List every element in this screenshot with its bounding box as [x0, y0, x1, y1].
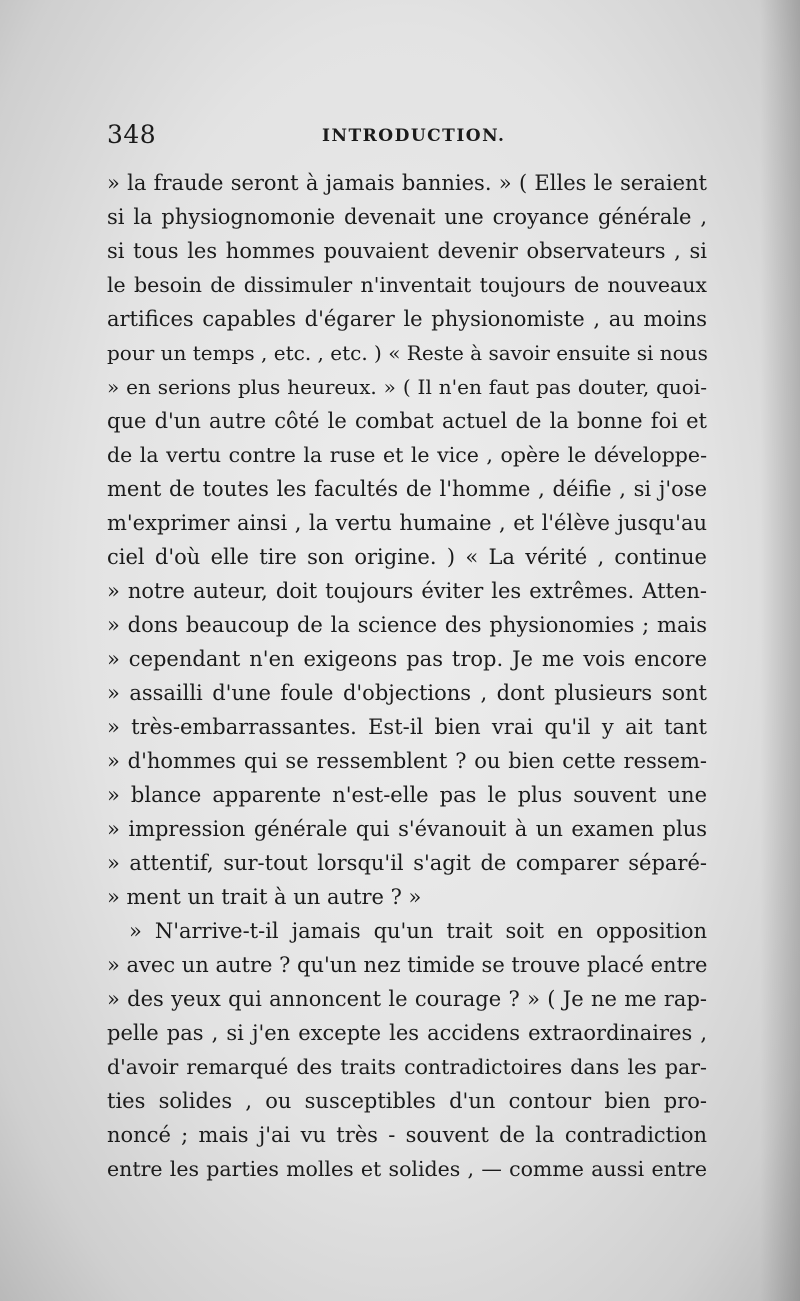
text-line: » très-embarrassantes. Est-il bien vrai qu'il y ait tant [107, 715, 707, 739]
text-line: ties solides , ou susceptibles d'un contour bien pro- [107, 1089, 707, 1113]
text-line: que d'un autre côté le combat actuel de la bonne foi et [107, 409, 707, 433]
text-line: » assailli d'une foule d'objections , dont plusieurs sont [107, 681, 707, 705]
text-line: » d'hommes qui se ressemblent ? ou bien cette ressem- [107, 749, 707, 773]
text-line: de la vertu contre la ruse et le vice , opère le développe- [107, 443, 707, 467]
page-number: 348 [107, 120, 157, 149]
text-line: » en serions plus heureux. » ( Il n'en faut pas douter, quoi- [107, 375, 707, 399]
text-line: » ment un trait à un autre ? » [107, 885, 422, 909]
text-line: » avec un autre ? qu'un nez timide se trouve placé entre [107, 953, 708, 977]
text-line: » notre auteur, doit toujours éviter les extrêmes. Atten- [107, 579, 707, 603]
text-line: le besoin de dissimuler n'inventait toujours de nouveaux [107, 273, 707, 297]
page-edge-shadow [760, 0, 800, 1301]
text-line: ment de toutes les facultés de l'homme , déifie , si j'ose [107, 477, 707, 501]
text-line: » blance apparente n'est-elle pas le plus souvent une [107, 783, 707, 807]
text-line: » attentif, sur-tout lorsqu'il s'agit de comparer séparé- [107, 851, 707, 875]
body-text [107, 166, 707, 1186]
text-line: » des yeux qui annoncent le courage ? » ( Je ne me rap- [107, 987, 707, 1011]
text-line: » N'arrive-t-il jamais qu'un trait soit en opposition [129, 919, 707, 943]
text-line: noncé ; mais j'ai vu très - souvent de la contradiction [107, 1123, 707, 1147]
text-line: pour un temps , etc. , etc. ) « Reste à savoir ensuite si nous [107, 341, 708, 365]
text-line: » cependant n'en exigeons pas trop. Je me vois encore [107, 647, 707, 671]
text-line: artifices capables d'égarer le physionomiste , au moins [107, 307, 707, 331]
text-line: entre les parties molles et solides , — comme aussi entre [107, 1157, 707, 1181]
text-line: m'exprimer ainsi , la vertu humaine , et l'élève jusqu'au [107, 511, 707, 535]
running-title: INTRODUCTION. [322, 126, 506, 146]
text-line: pelle pas , si j'en excepte les accidens extraordinaires , [107, 1021, 707, 1045]
text-line: si la physiognomonie devenait une croyance générale , [107, 205, 707, 229]
text-line: » impression générale qui s'évanouit à un examen plus [107, 817, 707, 841]
text-line: ciel d'où elle tire son origine. ) « La vérité , continue [107, 545, 707, 569]
page-header [107, 120, 707, 156]
text-line: si tous les hommes pouvaient devenir observateurs , si [107, 239, 707, 263]
text-line: » dons beaucoup de la science des physionomies ; mais [107, 613, 707, 637]
text-line: d'avoir remarqué des traits contradictoires dans les par- [107, 1055, 707, 1079]
text-line: » la fraude seront à jamais bannies. » ( Elles le seraient [107, 171, 707, 195]
